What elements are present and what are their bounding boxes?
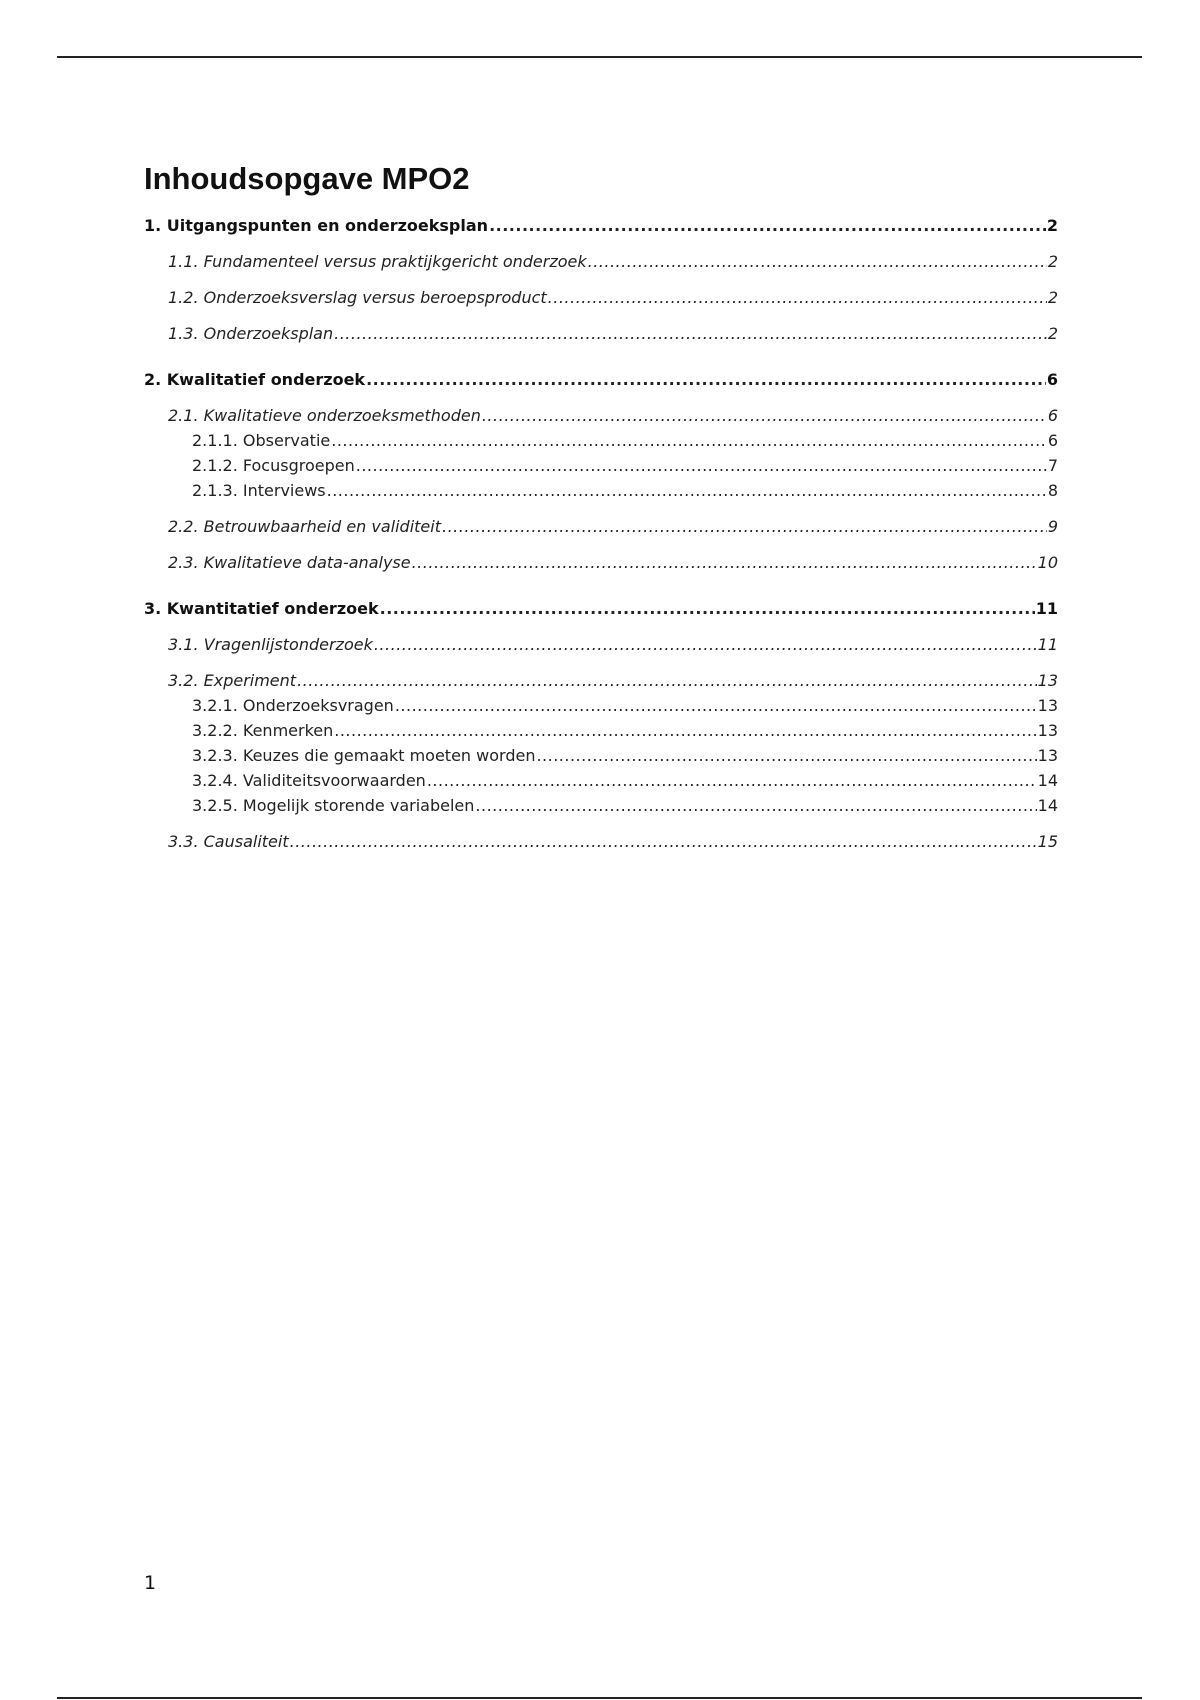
toc-leader-dots: [374, 635, 1037, 655]
toc-entry-2-1-1[interactable]: [144, 431, 1058, 451]
footer-rule: [57, 1697, 1142, 1699]
toc-entry-label: 2.1.1. Observatie: [192, 431, 331, 450]
toc-leader-dots: [588, 252, 1047, 272]
toc-leader-dots: [334, 721, 1036, 741]
toc-leader-dots: [442, 517, 1047, 537]
toc-entry-1-2[interactable]: [144, 288, 1058, 308]
toc-leader-dots: [331, 431, 1047, 451]
toc-leader-dots: [290, 832, 1037, 852]
toc-entry-3-2[interactable]: [144, 671, 1058, 691]
toc-entry-3[interactable]: [144, 599, 1058, 619]
toc-leader-dots: [548, 288, 1047, 308]
toc-entry-page: 8: [1047, 481, 1058, 500]
toc-entry-label: 3. Kwantitatief onderzoek: [144, 599, 379, 618]
toc-entry-page: 2: [1047, 288, 1058, 307]
toc-entry-1[interactable]: [144, 216, 1058, 236]
toc-entry-label: 2.2. Betrouwbaarheid en validiteit: [168, 517, 441, 536]
toc-entry-label: 3.2.3. Keuzes die gemaakt moeten worden: [192, 746, 536, 765]
toc-entry-3-1[interactable]: [144, 635, 1058, 655]
toc-entry-1-3[interactable]: [144, 324, 1058, 344]
toc-entry-label: 1.1. Fundamenteel versus praktijkgericht onderzoek: [168, 252, 587, 271]
toc-entry-3-2-4[interactable]: [144, 771, 1058, 791]
toc-entry-page: 15: [1037, 832, 1058, 851]
toc-entry-label: 2.1.3. Interviews: [192, 481, 326, 500]
toc-entry-page: 6: [1047, 431, 1058, 450]
toc-entry-2-1-3[interactable]: [144, 481, 1058, 501]
toc-leader-dots: [536, 746, 1036, 766]
page-number: 1: [144, 1572, 157, 1594]
toc-entry-3-2-2[interactable]: [144, 721, 1058, 741]
toc-entry-page: 2: [1047, 252, 1058, 271]
toc-entry-label: 2.1.2. Focusgroepen: [192, 456, 355, 475]
toc-entry-2[interactable]: [144, 370, 1058, 390]
toc-entry-label: 1. Uitgangspunten en onderzoeksplan: [144, 216, 489, 235]
toc-entry-label: 3.2.5. Mogelijk storende variabelen: [192, 796, 475, 815]
toc-entry-page: 2: [1047, 324, 1058, 343]
toc-entry-label: 3.3. Causaliteit: [168, 832, 289, 851]
table-of-contents: [144, 216, 1058, 852]
toc-leader-dots: [475, 796, 1036, 816]
toc-leader-dots: [356, 456, 1047, 476]
toc-leader-dots: [297, 671, 1037, 691]
toc-entry-label: 3.1. Vragenlijstonderzoek: [168, 635, 373, 654]
toc-entry-label: 3.2.2. Kenmerken: [192, 721, 334, 740]
toc-leader-dots: [482, 406, 1047, 426]
toc-entry-2-2[interactable]: [144, 517, 1058, 537]
toc-entry-2-1-2[interactable]: [144, 456, 1058, 476]
toc-leader-dots: [327, 481, 1047, 501]
toc-entry-page: 14: [1037, 796, 1058, 815]
toc-entry-page: 13: [1037, 721, 1058, 740]
toc-leader-dots: [427, 771, 1037, 791]
toc-entry-3-2-1[interactable]: [144, 696, 1058, 716]
toc-entry-1-1[interactable]: [144, 252, 1058, 272]
toc-entry-page: 13: [1037, 671, 1058, 690]
toc-entry-3-2-5[interactable]: [144, 796, 1058, 816]
toc-entry-page: 14: [1037, 771, 1058, 790]
toc-entry-3-3[interactable]: [144, 832, 1058, 852]
toc-leader-dots: [366, 370, 1046, 390]
toc-entry-page: 2: [1046, 216, 1058, 235]
toc-leader-dots: [334, 324, 1047, 344]
toc-leader-dots: [395, 696, 1037, 716]
toc-entry-label: 2.1. Kwalitatieve onderzoeksmethoden: [168, 406, 481, 425]
toc-entry-label: 2. Kwalitatief onderzoek: [144, 370, 366, 389]
toc-entry-3-2-3[interactable]: [144, 746, 1058, 766]
toc-entry-page: 6: [1046, 370, 1058, 389]
toc-entry-label: 3.2.4. Validiteitsvoorwaarden: [192, 771, 426, 790]
page-title: Inhoudsopgave MPO2: [144, 161, 470, 196]
toc-entry-2-3[interactable]: [144, 553, 1058, 573]
header-rule: [57, 56, 1142, 58]
page-content: [144, 160, 1058, 852]
toc-entry-label: 2.3. Kwalitatieve data-analyse: [168, 553, 411, 572]
toc-entry-label: 1.2. Onderzoeksverslag versus beroepsproduct: [168, 288, 547, 307]
toc-leader-dots: [380, 599, 1035, 619]
toc-entry-page: 6: [1047, 406, 1058, 425]
toc-entry-label: 3.2.1. Onderzoeksvragen: [192, 696, 394, 715]
toc-entry-page: 10: [1037, 553, 1058, 572]
toc-entry-page: 11: [1037, 635, 1058, 654]
toc-entry-page: 13: [1037, 746, 1058, 765]
toc-entry-page: 9: [1047, 517, 1058, 536]
toc-entry-label: 3.2. Experiment: [168, 671, 297, 690]
toc-leader-dots: [489, 216, 1046, 236]
toc-entry-2-1[interactable]: [144, 406, 1058, 426]
toc-entry-label: 1.3. Onderzoeksplan: [168, 324, 334, 343]
toc-entry-page: 13: [1037, 696, 1058, 715]
toc-leader-dots: [412, 553, 1037, 573]
toc-entry-page: 7: [1047, 456, 1058, 475]
toc-entry-page: 11: [1035, 599, 1058, 618]
